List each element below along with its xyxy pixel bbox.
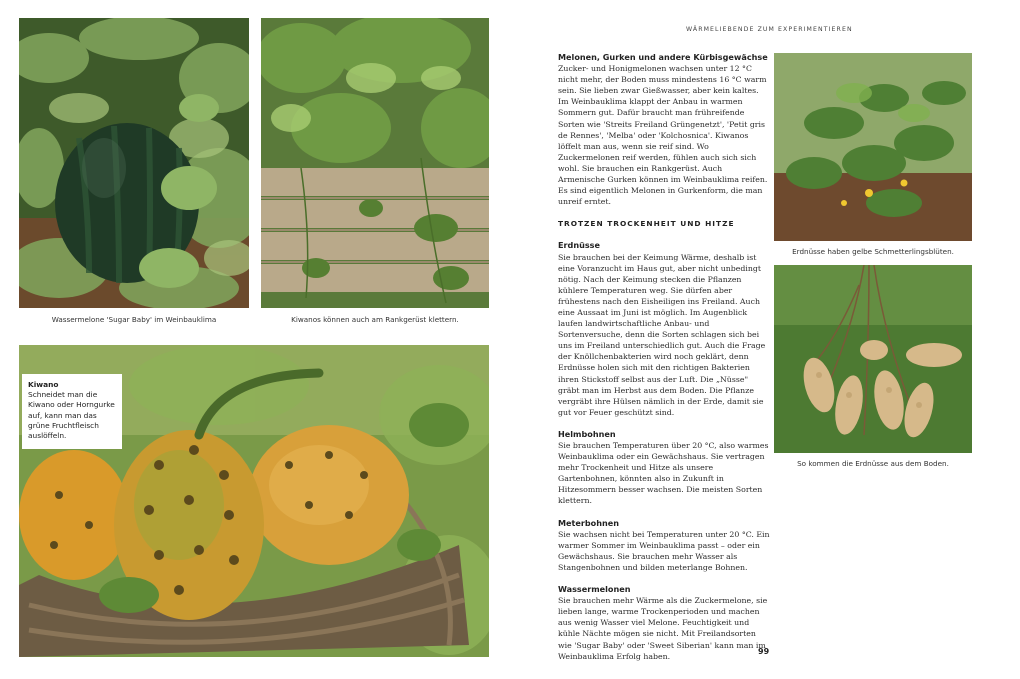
helmbohnen-text: Sie brauchen Temperaturen über 20 °C, also warmes Weinbauklima oder ein Gewächshaus. Sie vertragen mehr Trockenheit und Hitze als unsere Gartenbohnen, könnten also in Zukunft in Hitzesommern besser wachsen. Die meisten Sorten klettern. — [558, 441, 769, 506]
kiwano-box-text: Schneidet man die Kiwano oder Horngurke auf, kann man das grüne Fruchtfleisch auslöffeln. — [28, 390, 115, 441]
melons-text: Zucker- und Honigmelonen wachsen unter 12 °C nicht mehr, der Boden muss mindestens 16 °C warm sein. Sie lieben zwar Gießwasser, aber kein kaltes. Im Weinbauklima klappt der Anbau in warmen Sommern gut. Dafür braucht man frühreifende Sorten wie 'Streits Freiland Grüngenetzt', 'Petit gris de Rennes', 'Melba' oder 'Kolchosnica'. Kiwanos löffelt man aus, wenn sie reif sind. Wo Zuckermelonen reif werden, fühlen auch sich sich wohl. Sie brauchen ein Rankgerüst. Auch Armenische Gurken können im Weinbauklima reifen. Es sind eigentlich Melonen in Gurkenform, die man unreif erntet. — [558, 64, 768, 207]
kiwano-info-box — [22, 374, 122, 449]
meterbohnen-text: Sie wachsen nicht bei Temperaturen unter 20 °C. Ein warmer Sommer im Weinbauklima passt – oder ein Gewächshaus. Sie brauchen mehr Wasser als Stangenbohnen und bilden meterlange Bohnen. — [558, 529, 770, 572]
page-number: 99 — [758, 647, 770, 656]
watermelon-photo — [19, 18, 249, 308]
kiwano-trellis-caption: Kiwanos können auch am Rankgerüst klettern. — [291, 315, 459, 324]
wassermelonen-text: Sie brauchen mehr Wärme als die Zuckermelone, sie lieben lange, warme Trockenperioden und machen aus wenig Wasser viel Melone. Feuchtigkeit und kühle Nächte mögen sie nicht. Mit Freilandsorten wie 'Sugar Baby' oder 'Sweet Siberian' kann man im Weinbauklima Erfolg haben. — [558, 596, 768, 661]
watermelon-caption: Wassermelone 'Sugar Baby' im Weinbauklima — [51, 315, 217, 324]
kiwano-box-title: Kiwano — [28, 380, 59, 389]
peanut-plant-photo — [774, 53, 972, 241]
erdnuesse-text: Sie brauchen bei der Keimung Wärme, deshalb ist eine Voranzucht im Haus gut, aber nicht unbedingt nötig. Nach der Keimung stecken die Pflanzen kühlere Temperaturen weg. Sie dürfen aber frühestens nach den Eisheiligen ins Freiland. Auch eine Aussaat im Juni ist möglich. Im Augenblick laufen landwirtschaftliche Anbau- und Sortenversuche, denn die Sorten schlagen sich bei uns im Freiland unterschiedlich gut. Auch die Frage der Knöllchenbakterien wird noch geklärt, denn Erdnüsse holen sich mit den richtigen Bakterien ihren Stickstoff selbst aus der Luft. Die „Nüsse" gräbt man im Herbst aus dem Boden. Die Pflanze vergräbt ihre Hülsen nämlich in der Erde, damit sie gut vor Feuer geschützt sind. — [558, 252, 766, 417]
section-heading: TROTZEN TROCKENHEIT UND HITZE — [558, 219, 735, 229]
running-header: WÄRMELIEBENDE ZUM EXPERIMENTIEREN — [686, 26, 853, 33]
peanut-roots-photo — [774, 265, 972, 453]
melons-heading: Melonen, Gurken und andere Kürbisgewächse — [558, 52, 768, 62]
peanut-plant-caption: Erdnüsse haben gelbe Schmetterlingsblüten. — [792, 247, 954, 256]
wassermelonen-heading: Wassermelonen — [558, 584, 631, 595]
kiwano-trellis-photo — [261, 18, 489, 308]
meterbohnen-heading: Meterbohnen — [558, 517, 620, 528]
article-column — [558, 52, 770, 662]
peanut-roots-caption: So kommen die Erdnüsse aus dem Boden. — [797, 459, 949, 468]
helmbohnen-heading: Helmbohnen — [558, 428, 616, 439]
erdnuesse-heading: Erdnüsse — [558, 240, 600, 251]
